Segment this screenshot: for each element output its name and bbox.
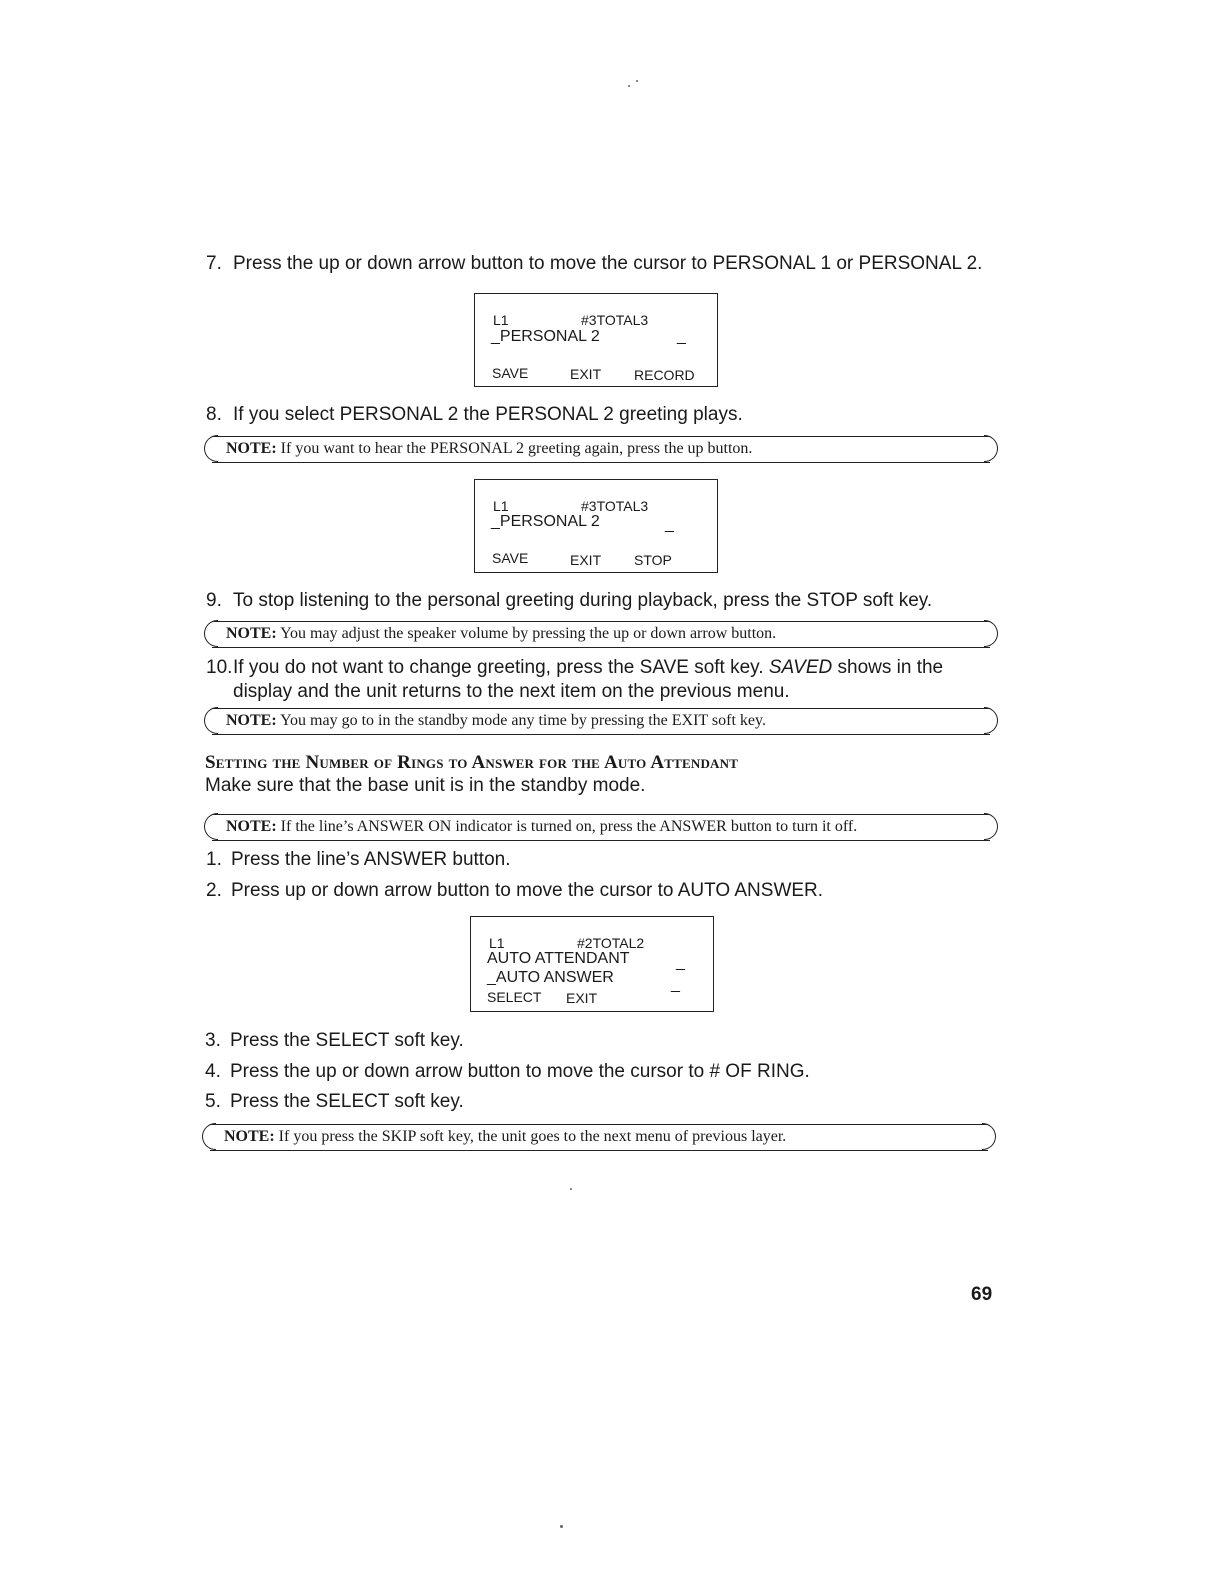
section-intro: Make sure that the base unit is in the standby mode. — [205, 775, 646, 796]
step-text: Press the SELECT soft key. — [230, 1030, 464, 1051]
lcd-softkey-save: SAVE — [492, 365, 529, 381]
step-7 — [206, 253, 982, 275]
step-10-line2: display and the unit returns to the next item on the previous menu. — [233, 681, 790, 702]
lcd-line-label: L1 — [493, 312, 509, 328]
step-5 — [205, 1091, 464, 1113]
lcd-item-selected: _AUTO ANSWER — [487, 969, 614, 986]
lcd-item: _PERSONAL 2 — [491, 328, 600, 345]
note-label: NOTE: — [226, 712, 277, 729]
step-text: If you do not want to change greeting, press the SAVE soft key. — [233, 657, 769, 678]
step-text: Press the up or down arrow button to move the cursor to PERSONAL 1 or PERSONAL 2. — [233, 253, 983, 274]
step-text: Press up or down arrow button to move the cursor to AUTO ANSWER. — [231, 880, 824, 901]
note-text: If you press the SKIP soft key, the unit goes to the next menu of previous layer. — [278, 1128, 787, 1145]
note-skip-key — [210, 1124, 988, 1151]
scan-speck — [628, 85, 630, 87]
note-label: NOTE: — [226, 625, 277, 642]
note-label: NOTE: — [224, 1128, 275, 1145]
step-text: Press the SELECT soft key. — [230, 1091, 464, 1112]
step-text: Press the up or down arrow button to move the cursor to # OF RING. — [230, 1061, 810, 1082]
scan-speck — [560, 1525, 563, 1528]
lcd-scroll-indicator: _ — [676, 954, 685, 971]
step-9 — [206, 590, 932, 612]
lcd-scroll-indicator: _ — [677, 328, 686, 345]
step-number: 3. — [205, 1030, 221, 1051]
lcd-count: #3TOTAL3 — [581, 312, 649, 328]
scan-speck — [636, 80, 638, 82]
lcd-scroll-indicator: _ — [671, 976, 680, 993]
lcd-display-auto-answer — [470, 916, 714, 1012]
note-text: If you want to hear the PERSONAL 2 greeting again, press the up button. — [280, 440, 753, 457]
lcd-softkey-exit: EXIT — [570, 552, 602, 568]
step-text-italic: SAVED — [768, 657, 833, 678]
step-number: 4. — [205, 1061, 221, 1082]
note-text: You may adjust the speaker volume by pressing the up or down arrow button. — [280, 625, 777, 642]
lcd-softkey-save: SAVE — [492, 550, 529, 566]
page-number: 69 — [971, 1284, 993, 1305]
step-4 — [205, 1061, 810, 1083]
note-label: NOTE: — [226, 818, 277, 835]
step-number: 1. — [206, 849, 222, 870]
lcd-line-label: L1 — [493, 498, 509, 514]
step-text: To stop listening to the personal greeting during playback, press the STOP soft key. — [233, 590, 933, 611]
lcd-softkey-stop: STOP — [634, 552, 672, 568]
step-number: 2. — [206, 880, 222, 901]
step-text: Press the line’s ANSWER button. — [231, 849, 511, 870]
step-number: 9. — [206, 590, 222, 611]
lcd-display-stop — [474, 479, 718, 573]
step-text: shows in the — [832, 657, 944, 678]
note-speaker-volume — [212, 621, 990, 648]
lcd-item: _PERSONAL 2 — [491, 513, 600, 530]
step-text: If you select PERSONAL 2 the PERSONAL 2 greeting plays. — [233, 404, 743, 425]
step-10 — [206, 657, 943, 679]
section-heading: Setting the Number of Rings to Answer for the Auto Attendant — [205, 752, 739, 773]
lcd-softkey-exit: EXIT — [566, 990, 598, 1006]
step-number: 7. — [206, 253, 222, 274]
lcd-line-label: L1 — [489, 935, 505, 951]
note-answer-indicator — [212, 814, 990, 841]
lcd-display-record — [474, 293, 718, 387]
step-3 — [205, 1030, 464, 1052]
step-1 — [206, 849, 511, 871]
lcd-item: AUTO ATTENDANT — [487, 950, 630, 967]
lcd-count: #3TOTAL3 — [581, 498, 649, 514]
lcd-softkey-exit: EXIT — [570, 366, 602, 382]
note-standby-exit — [212, 708, 990, 735]
scan-speck — [570, 1188, 572, 1190]
lcd-count: #2TOTAL2 — [577, 935, 645, 951]
step-8 — [206, 404, 743, 426]
step-number: 10. — [206, 657, 233, 678]
step-2 — [206, 880, 823, 902]
step-number: 8. — [206, 404, 222, 425]
note-label: NOTE: — [226, 440, 277, 457]
lcd-scroll-indicator: _ — [665, 516, 674, 533]
note-text: You may go to in the standby mode any time by pressing the EXIT soft key. — [280, 712, 766, 729]
step-number: 5. — [205, 1091, 221, 1112]
lcd-softkey-select: SELECT — [487, 989, 542, 1005]
lcd-softkey-record: RECORD — [634, 367, 695, 383]
note-hear-again — [212, 436, 990, 463]
note-text: If the line’s ANSWER ON indicator is turned on, press the ANSWER button to turn it off. — [280, 818, 858, 835]
